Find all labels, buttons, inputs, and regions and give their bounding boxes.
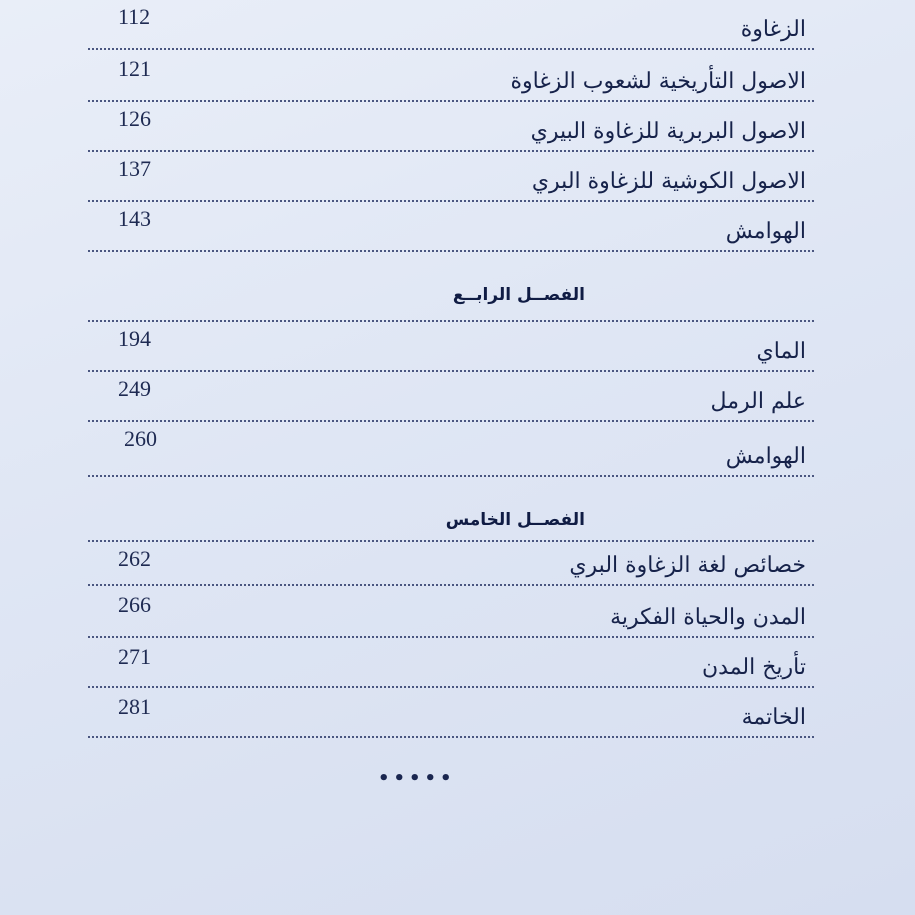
toc-entry-title: علم الرمل [710, 389, 806, 414]
toc-entry-title: الاصول البربرية للزغاوة البيري [530, 119, 806, 144]
end-marker: ••••• [378, 768, 456, 789]
toc-entry-page: 281 [118, 694, 151, 719]
toc-entry [88, 0, 814, 50]
toc-entry-title: خصائص لغة الزغاوة البري [569, 553, 806, 578]
toc-entry-title: الهوامش [725, 219, 806, 244]
toc-entry-page: 112 [118, 4, 151, 29]
toc-entry-page: 260 [124, 426, 157, 451]
toc-entry-title: الزغاوة [740, 17, 806, 42]
toc-entry [88, 320, 814, 372]
toc-entry [88, 200, 814, 252]
toc-entry [88, 540, 814, 586]
toc-entry-page: 271 [118, 644, 151, 669]
toc-entry-page: 194 [118, 326, 151, 351]
toc-entry-title: تأريخ المدن [701, 655, 806, 680]
toc-entry-title: الاصول التأريخية لشعوب الزغاوة [510, 69, 806, 94]
chapter-heading: الفصــل الرابــع [452, 285, 585, 305]
chapter-heading: الفصــل الخامس [445, 510, 585, 530]
toc-entry [88, 638, 814, 688]
toc-entry [88, 420, 814, 477]
toc-entry [88, 100, 814, 152]
toc-entry [88, 50, 814, 102]
toc-entry-title: الماي [756, 339, 806, 364]
toc-entry-page: 137 [118, 156, 151, 181]
toc-entry-page: 262 [118, 546, 151, 571]
toc-entry-title: الخاتمة [741, 705, 806, 730]
toc-entry [88, 370, 814, 422]
toc-entry-page: 121 [118, 56, 151, 81]
toc-entry-page: 249 [118, 376, 151, 401]
toc-entry [88, 586, 814, 638]
toc-entry [88, 150, 814, 202]
toc-entry-page: 143 [118, 206, 151, 231]
toc-entry [88, 688, 814, 738]
toc-entry-page: 126 [118, 106, 151, 131]
toc-entry-page: 266 [118, 592, 151, 617]
toc-entry-title: الهوامش [725, 444, 806, 469]
toc-entry-title: الاصول الكوشية للزغاوة البري [531, 169, 806, 194]
toc-entry-title: المدن والحياة الفكرية [610, 605, 806, 630]
